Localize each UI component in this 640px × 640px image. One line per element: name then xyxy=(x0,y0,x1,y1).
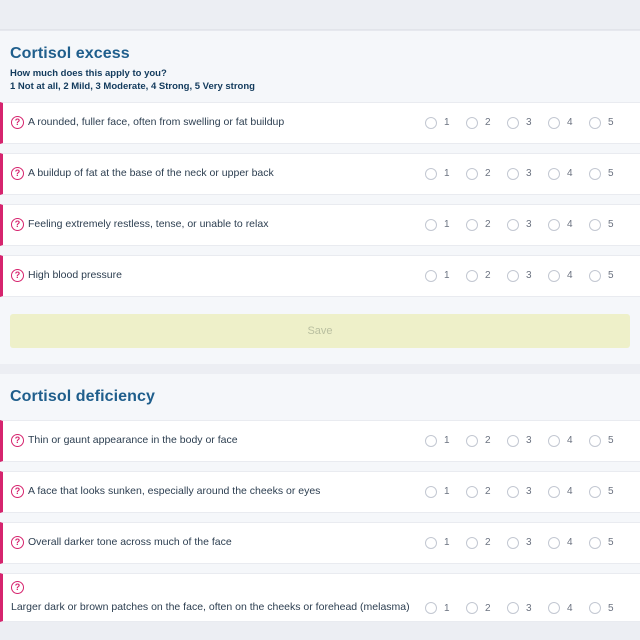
rating-option-label: 5 xyxy=(608,602,614,614)
rating-option-5[interactable] xyxy=(589,117,630,129)
help-icon[interactable]: ? xyxy=(11,536,24,549)
rating-option-label: 1 xyxy=(444,219,450,231)
rating-option-label: 1 xyxy=(444,602,450,614)
radio-unchecked-icon[interactable] xyxy=(507,117,519,129)
radio-unchecked-icon[interactable] xyxy=(507,435,519,447)
rating-option-5[interactable] xyxy=(589,435,630,447)
help-icon[interactable]: ? xyxy=(11,116,24,129)
rating-option-2[interactable] xyxy=(466,117,507,129)
radio-unchecked-icon[interactable] xyxy=(507,537,519,549)
rating-option-label: 5 xyxy=(608,537,614,549)
rating-option-label: 3 xyxy=(526,219,532,231)
radio-unchecked-icon[interactable] xyxy=(548,117,560,129)
rating-option-1[interactable] xyxy=(425,435,466,447)
rating-option-label: 4 xyxy=(567,435,573,447)
rating-option-label: 2 xyxy=(485,537,491,549)
radio-unchecked-icon[interactable] xyxy=(466,219,478,231)
rating-option-1[interactable] xyxy=(425,486,466,498)
save-button[interactable]: Save xyxy=(10,314,630,348)
radio-unchecked-icon[interactable] xyxy=(466,602,478,614)
help-icon[interactable]: ? xyxy=(11,434,24,447)
rating-option-2[interactable] xyxy=(466,270,507,282)
radio-unchecked-icon[interactable] xyxy=(589,537,601,549)
radio-unchecked-icon[interactable] xyxy=(548,435,560,447)
rating-option-3[interactable] xyxy=(507,537,548,549)
section-divider xyxy=(0,364,640,374)
rating-option-label: 4 xyxy=(567,117,573,129)
radio-unchecked-icon[interactable] xyxy=(466,168,478,180)
rating-option-label: 1 xyxy=(444,168,450,180)
rating-option-3[interactable] xyxy=(507,435,548,447)
radio-unchecked-icon[interactable] xyxy=(589,117,601,129)
rating-option-2[interactable] xyxy=(466,602,507,614)
radio-unchecked-icon[interactable] xyxy=(425,486,437,498)
instructions-line-2: 1 Not at all, 2 Mild, 3 Moderate, 4 Strong, 5 Very strong xyxy=(10,80,255,92)
question-content xyxy=(11,484,417,499)
rating-option-label: 2 xyxy=(485,168,491,180)
rating-option-4[interactable] xyxy=(548,219,589,231)
rating-option-5[interactable] xyxy=(589,537,630,549)
rating-option-4[interactable] xyxy=(548,168,589,180)
rating-option-3[interactable] xyxy=(507,219,548,231)
rating-option-label: 5 xyxy=(608,117,614,129)
radio-unchecked-icon[interactable] xyxy=(466,117,478,129)
save-row xyxy=(0,306,640,364)
radio-unchecked-icon[interactable] xyxy=(589,270,601,282)
rating-option-label: 4 xyxy=(567,537,573,549)
question-label: Feeling extremely restless, tense, or unable to relax xyxy=(28,218,269,231)
radio-unchecked-icon[interactable] xyxy=(425,117,437,129)
rating-option-4[interactable] xyxy=(548,117,589,129)
page-title: Cortisol excess xyxy=(10,45,130,62)
rating-option-5[interactable] xyxy=(589,168,630,180)
help-icon[interactable]: ? xyxy=(11,269,24,282)
radio-unchecked-icon[interactable] xyxy=(425,270,437,282)
radio-unchecked-icon[interactable] xyxy=(466,435,478,447)
rating-option-label: 2 xyxy=(485,219,491,231)
radio-unchecked-icon[interactable] xyxy=(425,168,437,180)
question-content xyxy=(11,217,417,232)
section-cortisol-deficiency xyxy=(0,374,640,623)
rating-option-5[interactable] xyxy=(589,602,630,614)
rating-scale xyxy=(417,486,630,498)
radio-unchecked-icon[interactable] xyxy=(589,435,601,447)
radio-unchecked-icon[interactable] xyxy=(425,537,437,549)
rating-option-label: 2 xyxy=(485,435,491,447)
rating-option-label: 4 xyxy=(567,219,573,231)
radio-unchecked-icon[interactable] xyxy=(466,537,478,549)
rating-option-label: 2 xyxy=(485,117,491,129)
rating-option-label: 1 xyxy=(444,435,450,447)
rating-option-1[interactable] xyxy=(425,602,466,614)
rating-option-3[interactable] xyxy=(507,270,548,282)
rating-scale xyxy=(417,219,630,231)
rating-option-4[interactable] xyxy=(548,602,589,614)
question-row xyxy=(0,102,640,144)
rating-option-label: 5 xyxy=(608,435,614,447)
rating-option-3[interactable] xyxy=(507,486,548,498)
rating-scale xyxy=(417,270,630,282)
rating-option-3[interactable] xyxy=(507,602,548,614)
section-title: Cortisol deficiency xyxy=(10,387,156,405)
help-icon[interactable]: ? xyxy=(11,581,24,594)
radio-unchecked-icon[interactable] xyxy=(589,486,601,498)
rating-option-label: 2 xyxy=(485,486,491,498)
rating-option-1[interactable] xyxy=(425,168,466,180)
rating-option-label: 1 xyxy=(444,537,450,549)
rating-option-2[interactable] xyxy=(466,219,507,231)
rating-option-1[interactable] xyxy=(425,219,466,231)
rating-option-label: 1 xyxy=(444,117,450,129)
rating-scale xyxy=(417,435,630,447)
radio-unchecked-icon[interactable] xyxy=(589,168,601,180)
rating-option-label: 4 xyxy=(567,486,573,498)
rating-option-label: 2 xyxy=(485,270,491,282)
rating-option-label: 4 xyxy=(567,168,573,180)
radio-unchecked-icon[interactable] xyxy=(425,435,437,447)
rating-option-label: 3 xyxy=(526,168,532,180)
rating-option-5[interactable] xyxy=(589,486,630,498)
radio-unchecked-icon[interactable] xyxy=(548,168,560,180)
radio-unchecked-icon[interactable] xyxy=(548,602,560,614)
rating-option-label: 3 xyxy=(526,117,532,129)
radio-unchecked-icon[interactable] xyxy=(425,219,437,231)
browser-top-bar xyxy=(0,0,640,30)
instructions-line-1: How much does this apply to you? xyxy=(10,68,167,79)
radio-unchecked-icon[interactable] xyxy=(589,219,601,231)
rating-option-label: 3 xyxy=(526,486,532,498)
rating-option-2[interactable] xyxy=(466,537,507,549)
question-content xyxy=(11,535,417,550)
section-cortisol-excess xyxy=(0,31,640,364)
rating-option-label: 1 xyxy=(444,270,450,282)
rating-option-3[interactable] xyxy=(507,168,548,180)
rating-scale xyxy=(417,537,630,549)
question-content xyxy=(11,433,417,448)
question-row xyxy=(0,573,640,623)
question-content xyxy=(11,115,417,130)
rating-option-5[interactable] xyxy=(589,270,630,282)
rating-option-label: 4 xyxy=(567,270,573,282)
rating-option-2[interactable] xyxy=(466,486,507,498)
radio-unchecked-icon[interactable] xyxy=(466,486,478,498)
question-row xyxy=(0,471,640,513)
radio-unchecked-icon[interactable] xyxy=(507,270,519,282)
rating-option-2[interactable] xyxy=(466,435,507,447)
question-row xyxy=(0,420,640,462)
rating-option-label: 1 xyxy=(444,486,450,498)
question-label: Overall darker tone across much of the face xyxy=(28,536,232,549)
rating-option-4[interactable] xyxy=(548,537,589,549)
help-icon[interactable]: ? xyxy=(11,485,24,498)
rating-option-label: 4 xyxy=(567,602,573,614)
rating-scale xyxy=(417,602,630,614)
radio-unchecked-icon[interactable] xyxy=(548,486,560,498)
question-label: A buildup of fat at the base of the neck or upper back xyxy=(28,167,274,180)
rating-option-4[interactable] xyxy=(548,270,589,282)
radio-unchecked-icon[interactable] xyxy=(548,270,560,282)
question-row xyxy=(0,522,640,564)
question-row xyxy=(0,153,640,195)
help-icon[interactable]: ? xyxy=(11,167,24,180)
question-content xyxy=(11,166,417,181)
radio-unchecked-icon[interactable] xyxy=(425,602,437,614)
rating-option-label: 3 xyxy=(526,435,532,447)
rating-option-label: 5 xyxy=(608,219,614,231)
question-label: A rounded, fuller face, often from swelling or fat buildup xyxy=(28,116,285,129)
radio-unchecked-icon[interactable] xyxy=(548,219,560,231)
question-content xyxy=(11,268,417,283)
section-instructions xyxy=(0,65,640,102)
form-page xyxy=(0,30,640,622)
rating-option-label: 2 xyxy=(485,602,491,614)
rating-option-label: 5 xyxy=(608,270,614,282)
question-content xyxy=(11,581,417,615)
rating-option-1[interactable] xyxy=(425,117,466,129)
question-label: Larger dark or brown patches on the face, often on the cheeks or forehead (melasma) xyxy=(11,600,410,613)
rating-option-label: 5 xyxy=(608,486,614,498)
radio-unchecked-icon[interactable] xyxy=(507,486,519,498)
radio-unchecked-icon[interactable] xyxy=(507,602,519,614)
question-row xyxy=(0,204,640,246)
rating-option-label: 5 xyxy=(608,168,614,180)
radio-unchecked-icon[interactable] xyxy=(507,219,519,231)
rating-scale xyxy=(417,117,630,129)
help-icon[interactable]: ? xyxy=(11,218,24,231)
question-row xyxy=(0,255,640,297)
rating-option-label: 3 xyxy=(526,270,532,282)
rating-option-1[interactable] xyxy=(425,270,466,282)
rating-option-4[interactable] xyxy=(548,486,589,498)
rating-option-3[interactable] xyxy=(507,117,548,129)
rating-option-label: 3 xyxy=(526,537,532,549)
question-label: High blood pressure xyxy=(28,269,122,282)
radio-unchecked-icon[interactable] xyxy=(548,537,560,549)
rating-scale xyxy=(417,168,630,180)
radio-unchecked-icon[interactable] xyxy=(466,270,478,282)
rating-option-5[interactable] xyxy=(589,219,630,231)
rating-option-2[interactable] xyxy=(466,168,507,180)
question-label: A face that looks sunken, especially around the cheeks or eyes xyxy=(28,485,321,498)
radio-unchecked-icon[interactable] xyxy=(589,602,601,614)
rating-option-1[interactable] xyxy=(425,537,466,549)
rating-option-4[interactable] xyxy=(548,435,589,447)
question-label: Thin or gaunt appearance in the body or face xyxy=(28,434,238,447)
rating-option-label: 3 xyxy=(526,602,532,614)
radio-unchecked-icon[interactable] xyxy=(507,168,519,180)
